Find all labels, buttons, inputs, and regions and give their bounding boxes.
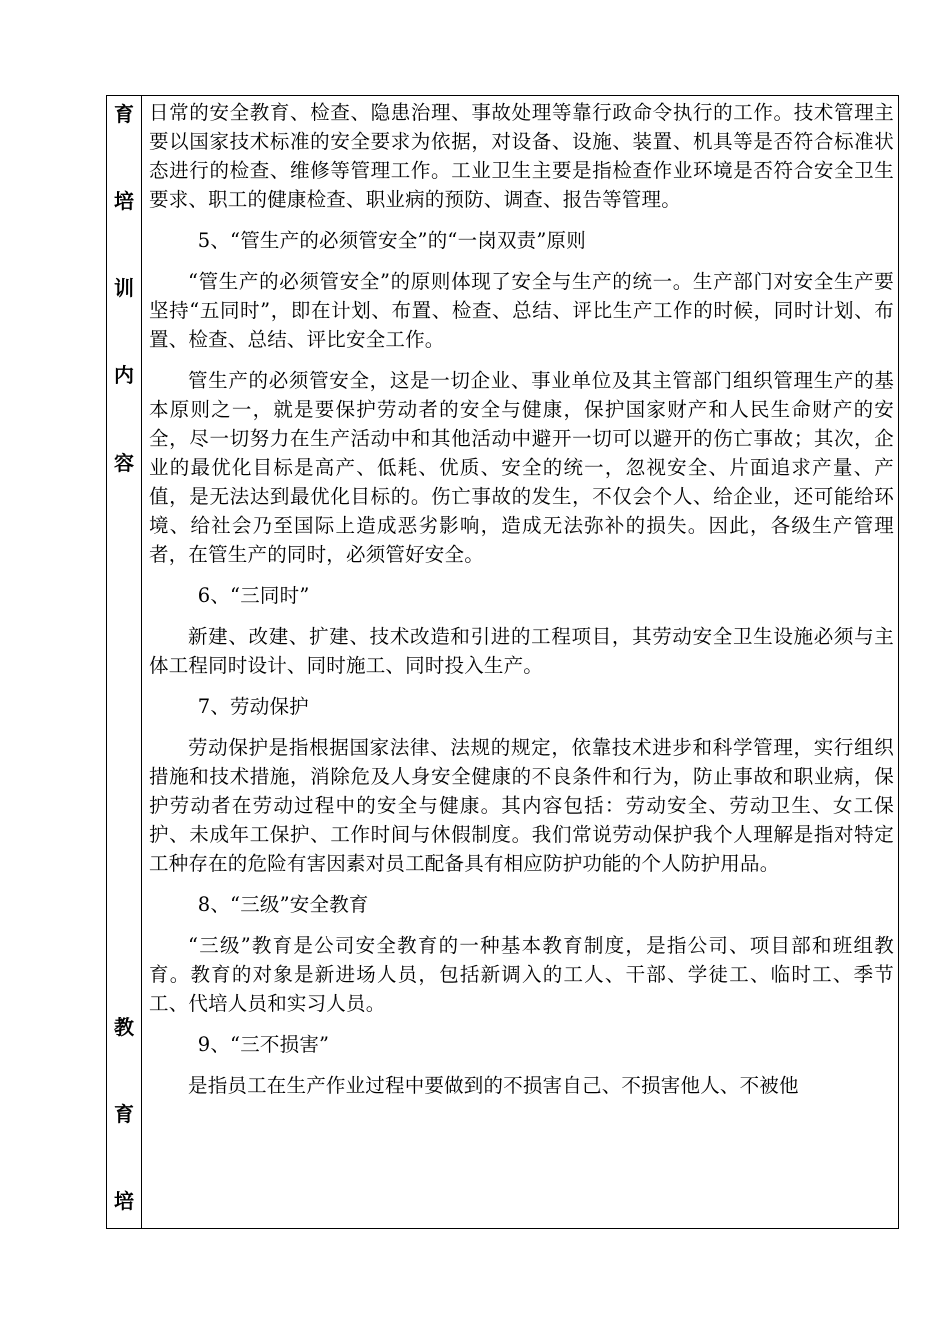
paragraph: 管生产的必须管安全，这是一切企业、事业单位及其主管部门组织管理生产的基本原则之一，就是要保护劳动者的安全与健康，保护国家财产和人民生命财产的安全，尽一切努力在生产活动中和其他活动中避开一切可以避开的伤亡事故；其次，企业的最优化目标是高产、低耗、优质、安全的统一，忽视安全、片面追求产量、产值，是无法达到最优化目标的。伤亡事故的发生，不仅会个人、给企业，还可能给环境、给社会乃至国际上造成恶劣影响，造成无法弥补的损失。因此，各级生产管理者，在管生产的同时，必须管好安全。 — [149, 369, 894, 566]
column-divider — [141, 96, 142, 1228]
content-body — [149, 98, 894, 1112]
side-label-char: 内 — [114, 363, 134, 387]
side-label-char: 育 — [114, 102, 134, 126]
paragraph: 是指员工在生产作业过程中要做到的不损害自己、不损害他人、不被他 — [188, 1074, 799, 1097]
side-label-char: 教 — [114, 1015, 134, 1039]
section-heading: 8、“三级”安全教育 — [197, 893, 369, 916]
paragraph: 日常的安全教育、检查、隐患治理、事故处理等靠行政命令执行的工作。技术管理主要以国家技术标准的安全要求为依据，对设备、设施、装置、机具等是否符合标准状态进行的检查、维修等管理工作。工业卫生主要是指检查作业环境是否符合安全卫生要求、职工的健康检查、职业病的预防、调查、报告等管理。 — [149, 101, 894, 211]
content-table — [106, 95, 899, 1229]
section-heading: 5、“管生产的必须管安全”的“一岗双责”原则 — [197, 229, 586, 252]
side-label-char: 训 — [114, 276, 134, 300]
section-heading: 9、“三不损害” — [197, 1033, 330, 1056]
paragraph: “三级”教育是公司安全教育的一种基本教育制度，是指公司、项目部和班组教育。教育的对象是新进场人员，包括新调入的工人、干部、学徒工、临时工、季节工、代培人员和实习人员。 — [149, 934, 894, 1015]
paragraph: “管生产的必须管安全”的原则体现了安全与生产的统一。生产部门对安全生产要坚持“五同时”，即在计划、布置、检查、总结、评比生产工作的时候，同时计划、布置、检查、总结、评比安全工作。 — [149, 270, 894, 351]
side-label-char: 培 — [114, 189, 134, 213]
side-label-char: 容 — [114, 451, 134, 475]
section-heading: 7、劳动保护 — [197, 695, 309, 718]
side-label-char: 培 — [114, 1189, 134, 1213]
section-heading: 6、“三同时” — [197, 584, 310, 607]
paragraph: 新建、改建、扩建、技术改造和引进的工程项目，其劳动安全卫生设施必须与主体工程同时设计、同时施工、同时投入生产。 — [149, 625, 894, 677]
side-label-char: 育 — [114, 1102, 134, 1126]
paragraph: 劳动保护是指根据国家法律、法规的规定，依靠技术进步和科学管理，实行组织措施和技术措施，消除危及人身安全健康的不良条件和行为，防止事故和职业病，保护劳动者在劳动过程中的安全与健康。其内容包括：劳动安全、劳动卫生、女工保护、未成年工保护、工作时间与休假制度。我们常说劳动保护我个人理解是指对特定工种存在的危险有害因素对员工配备具有相应防护功能的个人防护用品。 — [149, 736, 894, 875]
